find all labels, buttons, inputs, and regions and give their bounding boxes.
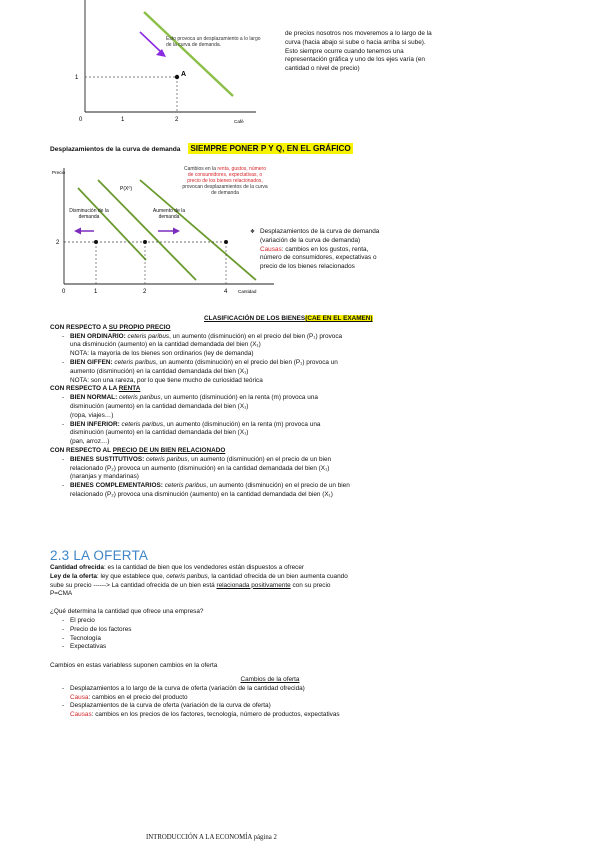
good-text: , un aumento (disminución) en el precio de un bien — [187, 455, 332, 463]
classification-title-highlight: (CAE EN EL EXAMEN) — [305, 315, 373, 322]
good-text: , un aumento (disminución) en la renta (m) provoca una — [160, 394, 318, 402]
law-label: Ley de la oferta — [50, 572, 97, 580]
law-text-2: la cantidad ofrecida de un bien aumenta cuando — [211, 572, 348, 580]
changes-note: Cambios en estas variabless suponen cambios en la oferta — [50, 662, 218, 670]
group-heading-underlined: RENTA — [118, 385, 141, 393]
causes-text: : cambios en los gustos, renta, — [281, 245, 369, 253]
increase-label: Aumento de la demanda — [152, 208, 186, 220]
law-line-2a: sube su precio ------> La cantidad ofrecida de un bien está — [50, 581, 215, 589]
ceteris-paribus: ceteris paribus — [146, 455, 188, 463]
graph-movement-along-demand — [48, 0, 288, 128]
good-item-line: disminución (aumento) en la cantidad demandada del bien (X₁) — [70, 402, 249, 410]
graph2-side-note — [250, 228, 450, 272]
good-item-line: relacionado (P₂) provoca un aumento (disminución) en la cantidad demandada del bien (X₁) — [70, 464, 330, 472]
y-axis-label: Precio — [52, 170, 66, 175]
good-item-line: disminución (aumento) en la cantidad demandada del bien (X₁) — [70, 429, 249, 437]
note-causes — [250, 246, 450, 255]
y-tick-1: 1 — [75, 75, 79, 81]
supply-law — [50, 573, 550, 582]
causes-label: Causas — [260, 245, 282, 253]
changes-list — [50, 685, 550, 720]
graph2-note — [182, 166, 268, 196]
good-item-line — [70, 456, 550, 465]
shifts-label: Desplazamientos de la curva de demanda — [50, 146, 181, 153]
ceteris-paribus: ceteris paribus — [119, 394, 161, 402]
good-item-line: aumento (disminución) en la cantidad demandada del bien (X₁) — [70, 367, 249, 375]
point-a-label: A — [181, 71, 187, 78]
determinants-list — [50, 617, 550, 652]
cause-label: Causas — [70, 711, 92, 719]
good-name: BIEN NORMAL: — [70, 394, 118, 402]
point-q2 — [143, 240, 147, 244]
group-heading-underlined: SU PROPIO PRECIO — [108, 323, 171, 331]
x-tick-2: 2 — [175, 117, 179, 123]
group-heading-prefix: CON RESPECTO A LA — [50, 385, 117, 393]
ceteris-paribus: ceteris paribus — [127, 332, 170, 340]
x-tick-2: 2 — [143, 289, 147, 295]
good-item — [62, 359, 550, 385]
x-tick-1: 1 — [121, 117, 125, 123]
change-cause — [62, 711, 550, 720]
x-axis-label: Café — [234, 119, 244, 124]
right-top-text — [285, 30, 485, 74]
text-line: de precios nosotros nos moveremos a lo largo de la — [285, 30, 432, 37]
note-line: precio de los bienes relacionados — [260, 263, 355, 271]
note-line: número de consumidores, expectativas o — [260, 254, 377, 262]
point-a — [175, 75, 179, 79]
x-tick-1: 1 — [94, 289, 98, 295]
ceteris-paribus: ceteris paribus — [121, 420, 164, 428]
determinant-item: - Precio de los factores — [62, 626, 550, 635]
x-tick-4: 4 — [224, 289, 228, 295]
ceteris-paribus: ceteris paribus — [164, 482, 207, 490]
definition — [50, 564, 550, 573]
good-item — [62, 394, 550, 420]
curve-label: P(X⁰) — [120, 186, 133, 192]
classification-title — [50, 315, 550, 324]
group-heading — [50, 385, 550, 394]
def-label: Cantidad ofrecida — [50, 564, 104, 571]
good-item-line: relacionado (P₂) provoca una disminución (aumento) en la cantidad demandada del bien (X₁) — [70, 490, 333, 498]
good-item-line — [70, 394, 550, 403]
law-line-2u: relacionada positivamente — [216, 581, 291, 589]
good-text: , un aumento (disminución) en el precio del bien (P₁) provoca un — [155, 358, 338, 366]
note-after: provocan desplazamientos de la curva de demanda — [182, 184, 268, 196]
def-text: : es la cantidad de bien que los vendedores están dispuestos a ofrecer — [103, 564, 305, 571]
good-item-line — [70, 333, 550, 342]
cause-label: Causa — [70, 693, 89, 701]
good-item — [62, 482, 550, 500]
note-red: renta, gustos, número de consumidores, expectativas, o precio de los bienes relacionados, — [187, 166, 266, 184]
x-tick-0: 0 — [79, 117, 83, 123]
graph1-note: Esto provoca un desplazamiento a lo largo de la curva de demanda. — [166, 36, 261, 48]
text-line: representación gráfica y uno de los ejes varía (en — [285, 56, 425, 64]
changes-title: Cambios de la oferta — [240, 675, 300, 683]
good-text: , un aumento (disminución) en la renta (m) provoca una — [163, 420, 321, 428]
classification-groups — [50, 324, 550, 500]
text-line: Esto siempre ocurre cuando tenemos una — [285, 47, 404, 55]
good-item-line: (naranjas y mandarinas) — [70, 473, 139, 481]
group-heading-prefix: CON RESPECTO A — [50, 323, 107, 331]
good-item-line: (ropa, viajes…) — [70, 411, 114, 419]
point-q1 — [94, 240, 98, 244]
oferta-body — [50, 564, 550, 720]
note-before: Cambios en la — [184, 166, 216, 172]
change-item: - Desplazamientos a lo largo de la curva de oferta (variación de la cantidad ofrecida) — [62, 685, 550, 694]
note-line: ❖ Desplazamientos de la curva de demanda — [250, 228, 450, 237]
good-name: BIENES SUSTITUTIVOS: — [70, 455, 145, 463]
good-name: BIEN GIFFEN: — [70, 358, 113, 366]
change-item: - Desplazamientos de la curva de oferta (variación de la curva de oferta) — [62, 702, 550, 711]
classification-title-text: CLASIFICACIÓN DE LOS BIENES — [204, 315, 306, 322]
good-item-line: NOTA: son una rareza, por lo que tiene mucho de curiosidad teórica — [70, 376, 263, 384]
movement-arrow-head — [156, 49, 166, 57]
good-item — [62, 333, 550, 359]
x-axis-label: Cantidad — [238, 289, 257, 294]
law-line-2b: con su precio — [292, 581, 331, 589]
good-item-line: (pan, arroz…) — [70, 438, 110, 446]
point-q4 — [224, 240, 228, 244]
question: ¿Qué determina la cantidad que ofrece una empresa? — [50, 608, 204, 616]
text-line: curva (hacia abajo si sube o hacia arriba si sube). — [285, 38, 426, 46]
movement-arrow — [140, 32, 161, 52]
determinant-item: - Tecnología — [62, 635, 550, 644]
law-ceteris: ceteris paribus, — [166, 572, 210, 580]
determinant-item: - Expectativas — [62, 643, 550, 652]
footer: INTRODUCCIÓN A LA ECONOMÍA página 2 — [146, 834, 277, 841]
good-text: , un aumento (disminución) en el precio del bien (P₁) provoca — [169, 332, 343, 340]
increase-arrow-head — [173, 228, 180, 235]
section-heading: 2.3 LA OFERTA — [50, 548, 149, 563]
text-line: cantidad o nivel de precio) — [285, 65, 360, 73]
cause-text: : cambios en los precios de los factores, tecnología, número de productos, expectativas — [91, 711, 340, 719]
good-item-line — [70, 482, 550, 491]
group-heading-prefix: CON RESPECTO AL — [50, 446, 111, 454]
good-item-line — [70, 359, 550, 368]
law-line-3: P=CMA — [50, 590, 73, 598]
supply-law-2 — [50, 582, 550, 591]
good-name: BIEN INFERIOR: — [70, 420, 120, 428]
group-heading — [50, 324, 550, 333]
group-heading — [50, 447, 550, 456]
change-cause — [62, 694, 550, 703]
classification-section — [50, 315, 550, 500]
good-item-line: una disminución (aumento) en la cantidad demandada del bien (X₁) — [70, 341, 261, 349]
good-item — [62, 421, 550, 447]
good-name: BIEN ORDINARIO: — [70, 332, 126, 340]
good-item-line: NOTA: la mayoría de los bienes son ordinarios (ley de demanda) — [70, 350, 254, 358]
good-item — [62, 456, 550, 482]
ceteris-paribus: ceteris paribus — [114, 358, 156, 366]
good-name: BIENES COMPLEMENTARIOS: — [70, 482, 163, 490]
decrease-arrow-head — [74, 228, 81, 235]
determinant-item: - El precio — [62, 617, 550, 626]
note-line: (variación de la curva de demanda) — [260, 236, 361, 244]
shifts-highlight: SIEMPRE PONER P Y Q, EN EL GRÁFICO — [190, 144, 351, 153]
decrease-label: Disminución de la demanda — [69, 208, 109, 220]
good-text: , un aumento (disminución) en el precio de un bien — [206, 482, 350, 490]
cause-text: : cambios en el precio del producto — [88, 693, 188, 701]
y-tick-2: 2 — [56, 240, 60, 246]
good-item-line — [70, 421, 550, 430]
law-text: : ley que establece que, — [96, 572, 165, 580]
shifts-header — [50, 144, 353, 153]
x-tick-0: 0 — [62, 289, 66, 295]
group-heading-underlined: PRECIO DE UN BIEN RELACIONADO — [112, 446, 226, 454]
